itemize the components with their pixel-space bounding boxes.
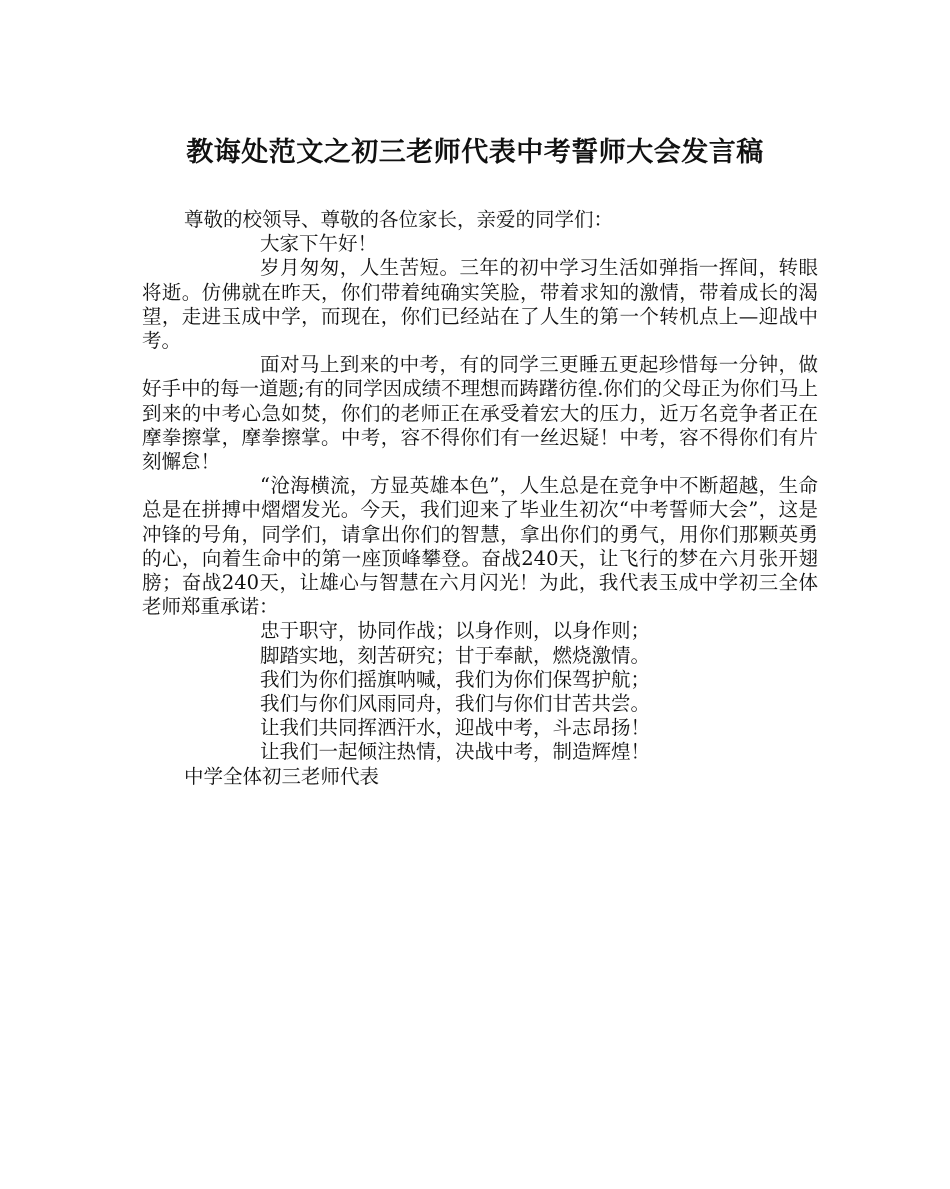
paragraph: “沧海横流，方显英雄本色”，人生总是在竞争中不断超越，生命总是在拼搏中熠熠发光。今天，我们迎来了毕业生初次“中考誓师大会”，这是冲锋的号角，同学们，请拿出你们的智慧，拿出你们的勇气，用你们那颗英勇的心，向着生命中的第一座顶峰攀登。奋战240天，让飞行的梦在六月张开翅膀；奋战240天，让雄心与智慧在六月闪光！为此，我代表玉成中学初三全体老师郑重承诺：	[142, 474, 818, 619]
pledge-line: 让我们一起倾注热情，决战中考，制造辉煌！	[260, 740, 651, 764]
pledge-line: 我们与你们风雨同舟，我们与你们甘苦共尝。	[260, 692, 651, 716]
paragraph: 岁月匆匆，人生苦短。三年的初中学习生活如弹指一挥间，转眼将逝。仿佛就在昨天，你们带着纯确实笑脸，带着求知的激情，带着成长的渴望，走进玉成中学，而现在，你们已经站在了人生的第一个转机点上—迎战中考。	[142, 256, 818, 353]
signature: 中学全体初三老师代表	[184, 764, 380, 788]
greeting: 大家下午好！	[260, 232, 378, 256]
paragraph: 面对马上到来的中考，有的同学三更睡五更起珍惜每一分钟，做好手中的每一道题;有的同学因成绩不理想而踌躇彷徨.你们的父母正为你们马上到来的中考心急如焚，你们的老师正在承受着宏大的压力，近万名竞争者正在摩拳擦掌，摩拳擦掌。中考，容不得你们有一丝迟疑！中考，容不得你们有片刻懈怠！	[142, 353, 818, 474]
document-title: 教诲处范文之初三老师代表中考誓师大会发言稿	[186, 137, 764, 168]
pledge-line: 脚踏实地，刻苦研究；甘于奉献，燃烧激情。	[260, 643, 651, 667]
document-body	[142, 208, 818, 789]
pledge-line: 我们为你们摇旗呐喊，我们为你们保驾护航；	[260, 667, 651, 691]
pledge-line: 忠于职守，协同作战；以身作则，以身作则；	[260, 619, 651, 643]
pledge-line: 让我们共同挥洒汗水，迎战中考，斗志昂扬！	[260, 716, 651, 740]
salutation: 尊敬的校领导、尊敬的各位家长，亲爱的同学们：	[184, 208, 614, 231]
